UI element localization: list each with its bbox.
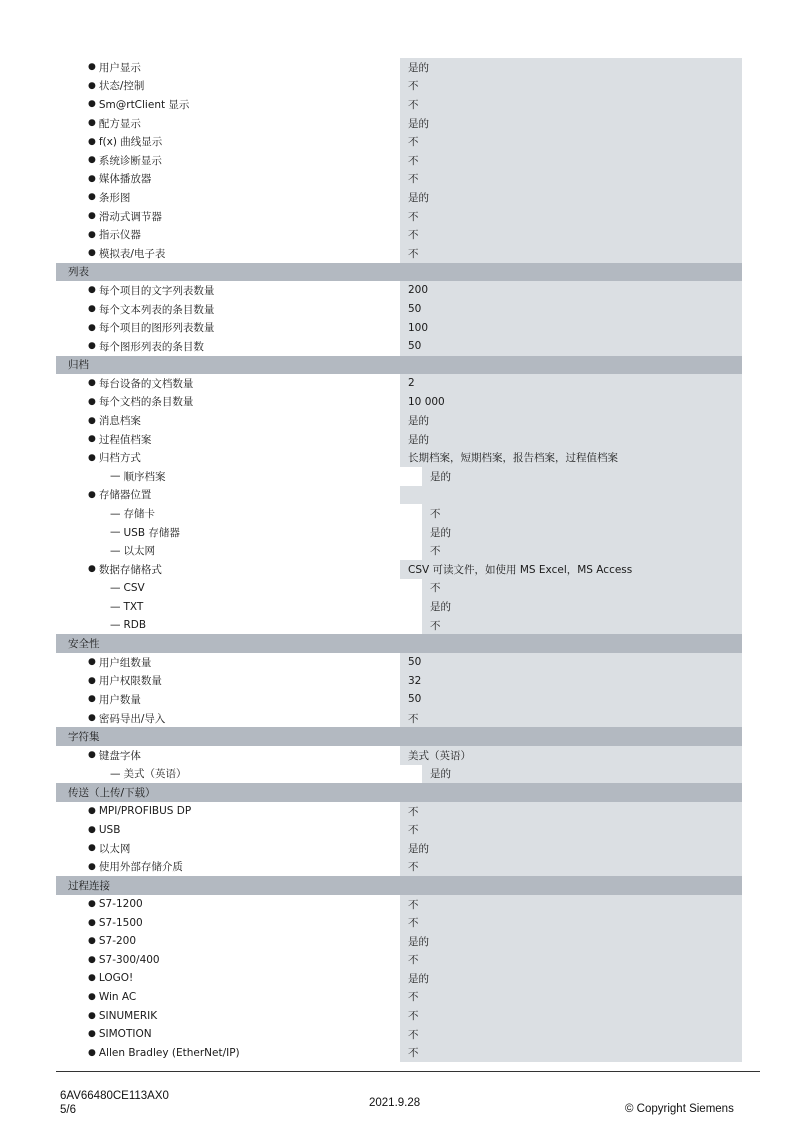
spec-label: 系统诊断显示 — [98, 154, 162, 167]
spec-value: 不 — [400, 1006, 742, 1025]
spec-label-cell — [56, 523, 422, 542]
spec-row — [56, 653, 742, 672]
bullet-icon: ● — [88, 341, 96, 352]
order-number: 6AV66480CE113AX0 — [60, 1090, 169, 1102]
spec-row — [56, 1025, 742, 1044]
bullet-icon: ● — [88, 489, 96, 500]
spec-label-cell — [56, 486, 400, 505]
spec-label: Sm@rtClient 显示 — [98, 98, 190, 111]
bullet-icon: ● — [88, 62, 96, 73]
spec-value: 不 — [400, 170, 742, 189]
spec-label-cell — [56, 951, 400, 970]
bullet-icon: ● — [88, 452, 96, 463]
spec-label: 过程值档案 — [98, 433, 152, 446]
spec-label-cell — [56, 411, 400, 430]
spec-value: 50 — [400, 337, 742, 356]
spec-label: 媒体播放器 — [98, 173, 152, 186]
dash-icon: — — [110, 619, 121, 632]
spec-label-cell — [56, 244, 400, 263]
spec-value: 不 — [400, 858, 742, 877]
bullet-icon: ● — [88, 192, 96, 203]
spec-label: 使用外部存储介质 — [98, 861, 183, 874]
spec-label: S7-300/400 — [98, 953, 160, 966]
page-number: 5/6 — [60, 1104, 76, 1116]
spec-label-cell — [56, 541, 422, 560]
spec-row — [56, 765, 742, 784]
spec-value: 是的 — [400, 411, 742, 430]
spec-row — [56, 393, 742, 412]
spec-label: 模拟表/电子表 — [98, 247, 166, 260]
spec-value: 长期档案，短期档案，报告档案，过程值档案 — [400, 448, 742, 467]
spec-label-cell — [56, 1006, 400, 1025]
spec-label-cell — [56, 579, 422, 598]
spec-label: 用户权限数量 — [98, 675, 162, 688]
bullet-icon: ● — [88, 173, 96, 184]
spec-label: 顺序档案 — [123, 470, 166, 483]
spec-row — [56, 1006, 742, 1025]
spec-row — [56, 77, 742, 96]
bullet-icon: ● — [88, 211, 96, 222]
spec-row — [56, 541, 742, 560]
spec-row — [56, 579, 742, 598]
spec-value: 不 — [422, 579, 742, 598]
spec-value: 不 — [400, 1025, 742, 1044]
spec-label-cell — [56, 932, 400, 951]
spec-label-cell — [56, 616, 422, 635]
spec-label: 归档方式 — [98, 452, 141, 465]
bullet-icon: ● — [88, 694, 96, 705]
bullet-icon: ● — [88, 861, 96, 872]
spec-label: 每个项目的图形列表数量 — [98, 322, 215, 335]
bullet-icon: ● — [88, 899, 96, 910]
spec-row — [56, 207, 742, 226]
spec-value: 不 — [400, 132, 742, 151]
spec-label-cell — [56, 114, 400, 133]
spec-value: 50 — [400, 300, 742, 319]
spec-label-cell — [56, 225, 400, 244]
spec-label-cell — [56, 95, 400, 114]
spec-label-cell — [56, 207, 400, 226]
spec-label-cell — [56, 58, 400, 77]
spec-row — [56, 560, 742, 579]
spec-value: 不 — [400, 913, 742, 932]
spec-row — [56, 988, 742, 1007]
spec-label: 每个文本列表的条目数量 — [98, 303, 215, 316]
spec-value: 是的 — [400, 58, 742, 77]
document-date: 2021.9.28 — [369, 1097, 421, 1109]
spec-label: 以太网 — [123, 545, 155, 558]
spec-row — [56, 709, 742, 728]
spec-row — [56, 374, 742, 393]
spec-value: 不 — [422, 616, 742, 635]
spec-value: 2 — [400, 374, 742, 393]
bullet-icon: ● — [88, 824, 96, 835]
spec-label-cell — [56, 709, 400, 728]
spec-label-cell — [56, 430, 400, 449]
spec-label: RDB — [123, 619, 147, 632]
spec-label-cell — [56, 988, 400, 1007]
spec-label: 用户数量 — [98, 693, 141, 706]
bullet-icon: ● — [88, 713, 96, 724]
spec-label: 以太网 — [98, 842, 131, 855]
spec-label: 存储卡 — [123, 508, 155, 521]
spec-label: USB — [98, 823, 121, 836]
spec-value: 不 — [400, 77, 742, 96]
spec-value: 是的 — [400, 969, 742, 988]
spec-row — [56, 132, 742, 151]
spec-label: 数据存储格式 — [98, 563, 162, 576]
dash-icon: — — [110, 526, 121, 539]
spec-value: 不 — [400, 1043, 742, 1062]
spec-label: S7-1500 — [98, 916, 143, 929]
spec-label-cell — [56, 969, 400, 988]
spec-value: 是的 — [422, 765, 742, 784]
spec-label: 条形图 — [98, 191, 131, 204]
spec-label: 每台设备的文档数量 — [98, 377, 194, 390]
bullet-icon: ● — [88, 396, 96, 407]
spec-label-cell — [56, 597, 422, 616]
spec-row — [56, 597, 742, 616]
spec-row — [56, 951, 742, 970]
spec-label: SIMOTION — [98, 1028, 152, 1041]
bullet-icon: ● — [88, 434, 96, 445]
spec-label: 每个图形列表的条目数 — [98, 340, 204, 353]
bullet-icon: ● — [88, 99, 96, 110]
spec-value: 不 — [422, 504, 742, 523]
spec-row — [56, 858, 742, 877]
spec-label-cell — [56, 1043, 400, 1062]
dash-icon: — — [110, 767, 121, 780]
bullet-icon: ● — [88, 991, 96, 1002]
spec-label-cell — [56, 820, 400, 839]
bullet-icon: ● — [88, 80, 96, 91]
dash-icon: — — [110, 544, 121, 557]
spec-value: 不 — [400, 988, 742, 1007]
spec-label: 键盘字体 — [98, 749, 141, 762]
spec-row — [56, 95, 742, 114]
section-header: 字符集 — [56, 727, 742, 746]
spec-label: S7-1200 — [98, 898, 143, 911]
spec-value: 不 — [400, 709, 742, 728]
spec-row — [56, 430, 742, 449]
spec-label: 状态/控制 — [98, 80, 145, 93]
section-header: 安全性 — [56, 634, 742, 653]
bullet-icon: ● — [88, 136, 96, 147]
spec-label: 密码导出/导入 — [98, 712, 166, 725]
spec-value: 不 — [400, 244, 742, 263]
copyright: © Copyright Siemens — [625, 1103, 734, 1115]
spec-label: 存储器位置 — [98, 489, 152, 502]
spec-row — [56, 932, 742, 951]
spec-label: 消息档案 — [98, 415, 141, 428]
spec-label: 每个文档的条目数量 — [98, 396, 194, 409]
bullet-icon: ● — [88, 936, 96, 947]
spec-label: 美式（英语） — [123, 768, 187, 781]
spec-value: 200 — [400, 281, 742, 300]
bullet-icon: ● — [88, 304, 96, 315]
spec-label-cell — [56, 895, 400, 914]
bullet-icon: ● — [88, 285, 96, 296]
spec-label-cell — [56, 802, 400, 821]
spec-value: 是的 — [422, 597, 742, 616]
spec-label-cell — [56, 690, 400, 709]
dash-icon: — — [110, 470, 121, 483]
spec-value: 不 — [400, 802, 742, 821]
spec-label-cell — [56, 300, 400, 319]
section-header: 过程连接 — [56, 876, 742, 895]
bullet-icon: ● — [88, 750, 96, 761]
spec-value: 是的 — [400, 839, 742, 858]
spec-row — [56, 188, 742, 207]
spec-label-cell — [56, 132, 400, 151]
spec-value: 是的 — [400, 430, 742, 449]
spec-value: 不 — [400, 895, 742, 914]
bullet-icon: ● — [88, 973, 96, 984]
spec-label-cell — [56, 170, 400, 189]
spec-table — [56, 58, 742, 1062]
section-header: 归档 — [56, 356, 742, 375]
spec-label-cell — [56, 151, 400, 170]
spec-value: 美式（英语） — [400, 746, 742, 765]
spec-row — [56, 504, 742, 523]
spec-label-cell — [56, 77, 400, 96]
spec-value: 50 — [400, 653, 742, 672]
spec-value: 50 — [400, 690, 742, 709]
spec-value: 是的 — [400, 114, 742, 133]
spec-row — [56, 672, 742, 691]
spec-label: f(x) 曲线显示 — [98, 136, 163, 149]
bullet-icon: ● — [88, 843, 96, 854]
bullet-icon: ● — [88, 322, 96, 333]
spec-row — [56, 281, 742, 300]
dash-icon: — — [110, 507, 121, 520]
bullet-icon: ● — [88, 657, 96, 668]
spec-label-cell — [56, 858, 400, 877]
bullet-icon: ● — [88, 229, 96, 240]
spec-label: 用户显示 — [98, 61, 141, 74]
bullet-icon: ● — [88, 1029, 96, 1040]
spec-value: 不 — [400, 225, 742, 244]
spec-value: 不 — [400, 820, 742, 839]
spec-row — [56, 486, 742, 505]
spec-row — [56, 170, 742, 189]
spec-value: 不 — [422, 541, 742, 560]
spec-label: 每个项目的文字列表数量 — [98, 284, 215, 297]
spec-label-cell — [56, 467, 422, 486]
spec-row — [56, 411, 742, 430]
spec-label: S7-200 — [98, 935, 137, 948]
bullet-icon: ● — [88, 155, 96, 166]
spec-label: 指示仪器 — [98, 229, 141, 242]
spec-label: SINUMERIK — [98, 1009, 158, 1022]
bullet-icon: ● — [88, 806, 96, 817]
spec-row — [56, 244, 742, 263]
bullet-icon: ● — [88, 248, 96, 259]
spec-row — [56, 913, 742, 932]
spec-value: 10 000 — [400, 393, 742, 412]
bullet-icon: ● — [88, 954, 96, 965]
spec-label-cell — [56, 839, 400, 858]
spec-label-cell — [56, 504, 422, 523]
spec-value: 是的 — [400, 932, 742, 951]
spec-row — [56, 839, 742, 858]
spec-value: 32 — [400, 672, 742, 691]
spec-value: 不 — [400, 95, 742, 114]
bullet-icon: ● — [88, 378, 96, 389]
spec-row — [56, 523, 742, 542]
spec-label-cell — [56, 337, 400, 356]
spec-label-cell — [56, 188, 400, 207]
spec-label-cell — [56, 913, 400, 932]
bullet-icon: ● — [88, 1047, 96, 1058]
spec-row — [56, 895, 742, 914]
spec-row — [56, 467, 742, 486]
spec-row — [56, 114, 742, 133]
spec-value: 不 — [400, 951, 742, 970]
spec-row — [56, 1043, 742, 1062]
spec-row — [56, 58, 742, 77]
section-header: 传送（上传/下载） — [56, 783, 742, 802]
bullet-icon: ● — [88, 675, 96, 686]
spec-row — [56, 225, 742, 244]
bullet-icon: ● — [88, 1010, 96, 1021]
spec-label-cell — [56, 374, 400, 393]
bullet-icon: ● — [88, 415, 96, 426]
spec-label-cell — [56, 672, 400, 691]
spec-row — [56, 746, 742, 765]
spec-row — [56, 616, 742, 635]
spec-row — [56, 337, 742, 356]
spec-label-cell — [56, 653, 400, 672]
spec-value: 100 — [400, 318, 742, 337]
spec-label-cell — [56, 393, 400, 412]
spec-row — [56, 820, 742, 839]
bullet-icon: ● — [88, 118, 96, 129]
dash-icon: — — [110, 600, 121, 613]
spec-label-cell — [56, 448, 400, 467]
spec-row — [56, 802, 742, 821]
spec-label: 滑动式调节器 — [98, 210, 162, 223]
dash-icon: — — [110, 581, 121, 594]
spec-label: 用户组数量 — [98, 656, 152, 669]
spec-label: USB 存储器 — [123, 526, 180, 539]
section-header: 列表 — [56, 263, 742, 282]
spec-row — [56, 448, 742, 467]
spec-value — [400, 486, 742, 505]
spec-value: 不 — [400, 207, 742, 226]
spec-row — [56, 151, 742, 170]
spec-label: Win AC — [98, 990, 137, 1003]
spec-label-cell — [56, 281, 400, 300]
spec-label: 配方显示 — [98, 117, 141, 130]
spec-label-cell — [56, 746, 400, 765]
spec-label-cell — [56, 765, 422, 784]
spec-row — [56, 969, 742, 988]
spec-value: 是的 — [400, 188, 742, 207]
spec-label: MPI/PROFIBUS DP — [98, 805, 192, 818]
bullet-icon: ● — [88, 564, 96, 575]
spec-row — [56, 300, 742, 319]
spec-label-cell — [56, 318, 400, 337]
spec-row — [56, 318, 742, 337]
spec-label-cell — [56, 560, 400, 579]
spec-label: CSV — [123, 581, 145, 594]
spec-label: TXT — [123, 600, 144, 613]
spec-row — [56, 690, 742, 709]
spec-label: LOGO! — [98, 972, 134, 985]
spec-label-cell — [56, 1025, 400, 1044]
spec-value: 是的 — [422, 467, 742, 486]
spec-value: 是的 — [422, 523, 742, 542]
bullet-icon: ● — [88, 917, 96, 928]
spec-value: 不 — [400, 151, 742, 170]
spec-label: Allen Bradley (EtherNet/IP) — [98, 1046, 240, 1059]
footer-divider — [56, 1071, 760, 1072]
spec-value: CSV 可读文件，如使用 MS Excel，MS Access — [400, 560, 742, 579]
